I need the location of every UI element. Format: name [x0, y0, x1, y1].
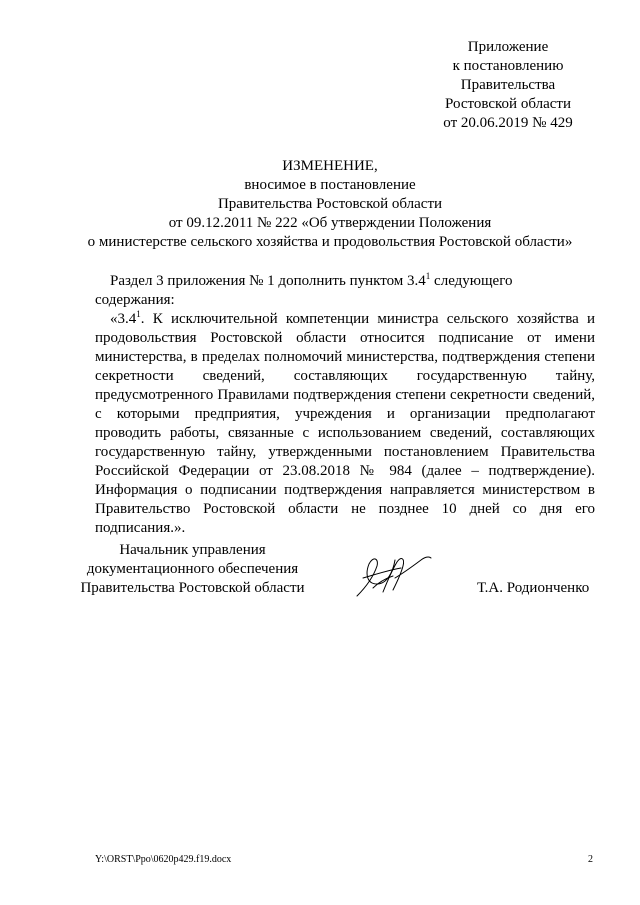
quote-paragraph: [95, 310, 595, 538]
signer-name: Т.А. Родионченко: [477, 580, 590, 596]
document-title: ИЗМЕНЕНИЕ,: [282, 158, 378, 174]
quote-number: «3.4: [110, 311, 137, 327]
document-body: [95, 272, 595, 538]
position-line: Начальник управления: [119, 542, 266, 558]
appendix-line: Правительства: [460, 77, 556, 93]
document-heading: [70, 157, 590, 252]
heading-line: о министерстве сельского хозяйства и продовольствия Ростовской области»: [87, 234, 573, 250]
quote-text: . К исключительной компетенции министра сельского хозяйства и продовольствия Ростовской области относится подписание от имени министерства, в пределах полномочий министерства, подтверждения степени секретности сведений, составляющих государственную тайну, предусмотренного Правилами подтверждения степени секретности сведений, с которыми предприятия, учреждения и организации предполагают проводить работы, связанные с использованием сведений, составляющих государственную тайну, утвержденными постановлением Правительства Российской Федерации от 23.08.2018 № 984 (далее – подтверждение). Информация о подписании подтверждения направляется министерством в Правительство Ростовской области не позднее 10 дней со дня его подписания.».: [95, 311, 595, 536]
signatory-position: [70, 541, 315, 598]
footer-file-path: Y:\ORST\Ppo\0620p429.f19.docx: [95, 854, 232, 865]
lead-text-end: следующего содержания:: [95, 273, 513, 308]
position-line: документационного обеспечения: [86, 561, 299, 577]
lead-superscript: 1: [425, 271, 431, 281]
appendix-note: [408, 38, 608, 133]
lead-paragraph: [95, 272, 595, 310]
position-line: Правительства Ростовской области: [80, 580, 305, 596]
handwritten-signature: [343, 548, 435, 600]
appendix-line: Ростовской области: [445, 96, 571, 112]
appendix-line: Приложение: [467, 39, 549, 55]
appendix-line: от 20.06.2019 № 429: [443, 115, 573, 131]
appendix-line: к постановлению: [452, 58, 564, 74]
page-number: 2: [588, 854, 593, 865]
lead-text: Раздел 3 приложения № 1 дополнить пунктом 3.4: [110, 273, 426, 289]
quote-superscript: 1: [136, 309, 141, 319]
heading-line: Правительства Ростовской области: [217, 196, 443, 212]
heading-line: от 09.12.2011 № 222 «Об утверждении Положения: [168, 215, 492, 231]
heading-line: вносимое в постановление: [244, 177, 416, 193]
